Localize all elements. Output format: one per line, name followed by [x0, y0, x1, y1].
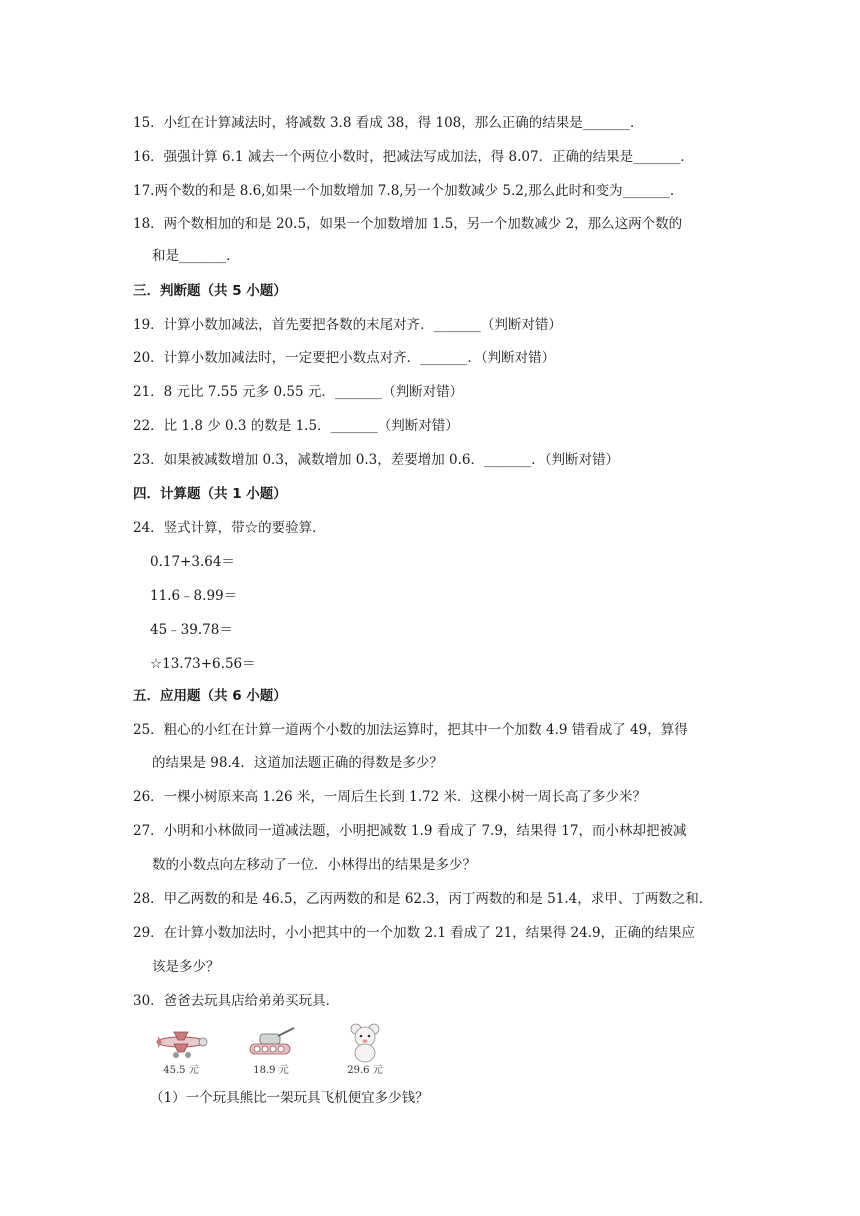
- expression-2: 11.6﹣8.99＝: [150, 588, 238, 604]
- question-25-continued: 的结果是 98.4．这道加法题正确的得数是多少？: [152, 755, 443, 771]
- question-25: 25．粗心的小红在计算一道两个小数的加法运算时，把其中一个加数 4.9 错看成了 49，算得: [133, 722, 688, 738]
- question-26: 26．一棵小树原来高 1.26 米，一周后生长到 1.72 米．这棵小树一周长高了多少米？: [133, 789, 646, 805]
- question-15: 15．小红在计算减法时，将减数 3.8 看成 38，得 108，那么正确的结果是_______．: [133, 115, 644, 131]
- toy-bear-price: 29.6 元: [347, 1065, 383, 1076]
- toy-price-images: [150, 1020, 470, 1082]
- question-21: 21．8 元比 7.55 元多 0.55 元．_______（判断对错）: [133, 384, 464, 400]
- question-28: 28．甲乙两数的和是 46.5，乙丙两数的和是 62.3，丙丁两数的和是 51.4，求甲、丁两数之和．: [133, 891, 713, 907]
- toy-bear-icon: [334, 1020, 396, 1064]
- expression-4: ☆13.73+6.56＝: [150, 656, 256, 672]
- section-4-heading: 四．计算题（共 1 小题）: [133, 486, 287, 502]
- expression-3: 45﹣39.78＝: [150, 622, 233, 638]
- question-19: 19．计算小数加减法，首先要把各数的末尾对齐．_______（判断对错）: [133, 317, 562, 333]
- toy-airplane: [150, 1020, 212, 1082]
- toy-tank-icon: [240, 1020, 302, 1064]
- question-17: 17.两个数的和是 8.6,如果一个加数增加 7.8,另一个加数减少 5.2,那么此时和变为_______.: [133, 183, 675, 199]
- question-18-continued: 和是_______．: [152, 248, 240, 264]
- question-22: 22．比 1.8 少 0.3 的数是 1.5．_______（判断对错）: [133, 418, 459, 434]
- question-29: 29．在计算小数加法时，小小把其中的一个加数 2.1 看成了 21，结果得 24.9，正确的结果应: [133, 925, 696, 941]
- toy-airplane-icon: [150, 1020, 212, 1064]
- question-27: 27．小明和小林做同一道减法题，小明把减数 1.9 看成了 7.9，结果得 17，而小林却把被减: [133, 823, 687, 839]
- section-5-heading: 五．应用题（共 6 小题）: [133, 688, 287, 704]
- question-20: 20．计算小数加减法时，一定要把小数点对齐．_______．（判断对错）: [133, 350, 556, 366]
- sub-question-1: （1）一个玩具熊比一架玩具飞机便宜多少钱？: [150, 1090, 429, 1106]
- question-18: 18．两个数相加的和是 20.5，如果一个加数增加 1.5，另一个加数减少 2，那么这两个数的: [133, 216, 683, 232]
- question-16: 16．强强计算 6.1 减去一个两位小数时，把减法写成加法，得 8.07．正确的结果是_______．: [133, 149, 694, 165]
- toy-bear: [334, 1020, 396, 1082]
- section-3-heading: 三．判断题（共 5 小题）: [133, 283, 287, 299]
- toy-tank: [240, 1020, 302, 1082]
- toy-airplane-price: 45.5 元: [163, 1065, 199, 1076]
- question-30: 30．爸爸去玩具店给弟弟买玩具．: [133, 993, 340, 1009]
- question-27-continued: 数的小数点向左移动了一位．小林得出的结果是多少？: [152, 857, 476, 873]
- question-24: 24．竖式计算，带☆的要验算．: [133, 520, 326, 536]
- question-29-continued: 该是多少？: [152, 959, 220, 975]
- expression-1: 0.17+3.64＝: [150, 554, 235, 570]
- toy-tank-price: 18.9 元: [253, 1065, 289, 1076]
- question-23: 23．如果被减数增加 0.3，减数增加 0.3，差要增加 0.6．_______．（判断对错）: [133, 452, 619, 468]
